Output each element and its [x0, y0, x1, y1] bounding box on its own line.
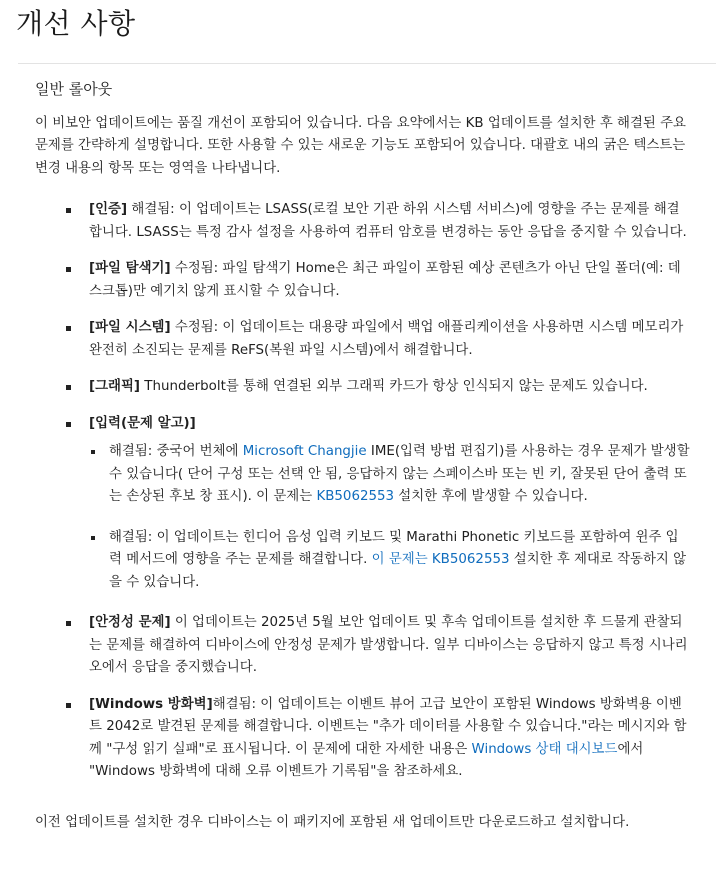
kb5062553-issue-link[interactable]: 이 문제는 KB5062553: [371, 552, 510, 567]
improvements-list: [35, 199, 690, 784]
page-title: 개선 사항: [16, 7, 136, 40]
list-item-file-explorer: [35, 258, 690, 303]
item-text: 에서 "Windows 방화벽에 대해 오류 이벤트가 기록됨"을 참조하세요.: [89, 741, 644, 779]
item-text: 해결됨: 이 업데이트는 LSASS(로컬 보안 기관 하위 시스템 서비스)에 영향을 주는 문제를 해결합니다. LSASS는 특정 감사 설정을 사용하여 컴퓨터 암호를 변경하는 동안 응답을 중지할 수 있습니다.: [89, 202, 687, 240]
input-sub-list: [89, 441, 690, 594]
windows-health-dashboard-link[interactable]: Windows 상태 대시보드: [471, 741, 618, 757]
article-content: [35, 78, 690, 834]
kb5062553-link[interactable]: KB5062553: [316, 489, 395, 504]
sub-item-changjie: [89, 441, 690, 509]
item-text: 수정됨: 이 업데이트는 대용량 파일에서 백업 애플리케이션을 사용하면 시스템 메모리가 완전히 소진되는 문제를 ReFS(복원 파일 시스템)에서 해결합니다.: [89, 320, 684, 358]
item-text: 수정됨: 파일 탐색기 Home은 최근 파일이 포함된 예상 콘텐츠가 아닌 단일 폴더(예: 데스크톱)만 예기치 않게 표시할 수 있습니다.: [89, 261, 681, 299]
item-tag: [파일 탐색기]: [89, 261, 171, 276]
sub-item-text: 설치한 후에 발생할 수 있습니다.: [394, 489, 588, 504]
item-tag: [Windows 방화벽]: [89, 696, 213, 712]
sub-item-text: 해결됨: 중국어 번체에: [109, 444, 243, 459]
divider: [18, 63, 716, 64]
item-text: 해결됨: 이 업데이트는 이벤트 뷰어 고급 보안이 포함된 Windows 방화벽용 이벤트 2042로 발견된 문제를 해결합니다. 이벤트는 "추가 데이터를 사용할 수 있습니다."라는 메시지와 함께 "구성 읽기 실패"로 표시됩니다. 이 문제에 대한 자세한 내용은: [89, 696, 687, 757]
sub-item-hindi-marathi: [89, 527, 690, 595]
list-item-stability: [35, 612, 690, 680]
item-tag: [인증]: [89, 202, 128, 217]
item-text: Thunderbolt를 통해 연결된 외부 그래픽 카드가 항상 인식되지 않는 문제도 있습니다.: [140, 379, 648, 394]
section-title: 일반 롤아웃: [35, 80, 113, 98]
item-tag: [입력(문제 알고)]: [89, 415, 196, 431]
outro-paragraph: 이전 업데이트를 설치한 경우 디바이스는 이 패키지에 포함된 새 업데이트만 다운로드하고 설치합니다.: [35, 814, 630, 830]
intro-paragraph: 이 비보안 업데이트에는 품질 개선이 포함되어 있습니다. 다음 요약에서는 KB 업데이트를 설치한 후 해결된 주요 문제를 간략하게 설명합니다. 또한 사용할 수 있는 새로운 기능도 포함되어 있습니다. 대괄호 내의 굵은 텍스트는 변경 내용의 항목 또는 영역을 나타냅니다.: [35, 115, 686, 176]
list-item-graphics: [35, 376, 690, 399]
item-tag: [안정성 문제]: [89, 615, 171, 630]
sub-item-text: 설치한 후 제대로 작동하지 않을 수 있습니다.: [109, 552, 687, 590]
list-item-input: [35, 413, 690, 595]
item-text: 이 업데이트는 2025년 5월 보안 업데이트 및 후속 업데이트를 설치한 후 드물게 관찰되는 문제를 해결하여 디바이스에 안정성 문제가 발생합니다. 일부 디바이스는 응답하지 않고 특정 시나리오에서 응답을 중지했습니다.: [89, 615, 688, 675]
sub-item-text: IME(입력 방법 편집기)를 사용하는 경우 문제가 발생할 수 있습니다( 단어 구성 또는 선택 안 됨, 응답하지 않는 스페이스바 또는 빈 키, 잘못된 단어 출력 또는 손상된 후보 창 표시). 이 문제는: [109, 444, 690, 504]
item-tag: [그래픽]: [89, 379, 141, 394]
sub-item-text: 해결됨: 이 업데이트는 힌디어 음성 입력 키보드 및 Marathi Phonetic 키보드를 포함하여 윈주 입력 메서드에 영향을 주는 문제를 해결합니다.: [109, 529, 679, 567]
list-item-authentication: [35, 199, 690, 244]
list-item-file-system: [35, 317, 690, 362]
microsoft-changjie-link[interactable]: Microsoft Changjie: [242, 444, 367, 459]
list-item-windows-firewall: [35, 694, 690, 784]
item-tag: [파일 시스템]: [89, 320, 171, 335]
